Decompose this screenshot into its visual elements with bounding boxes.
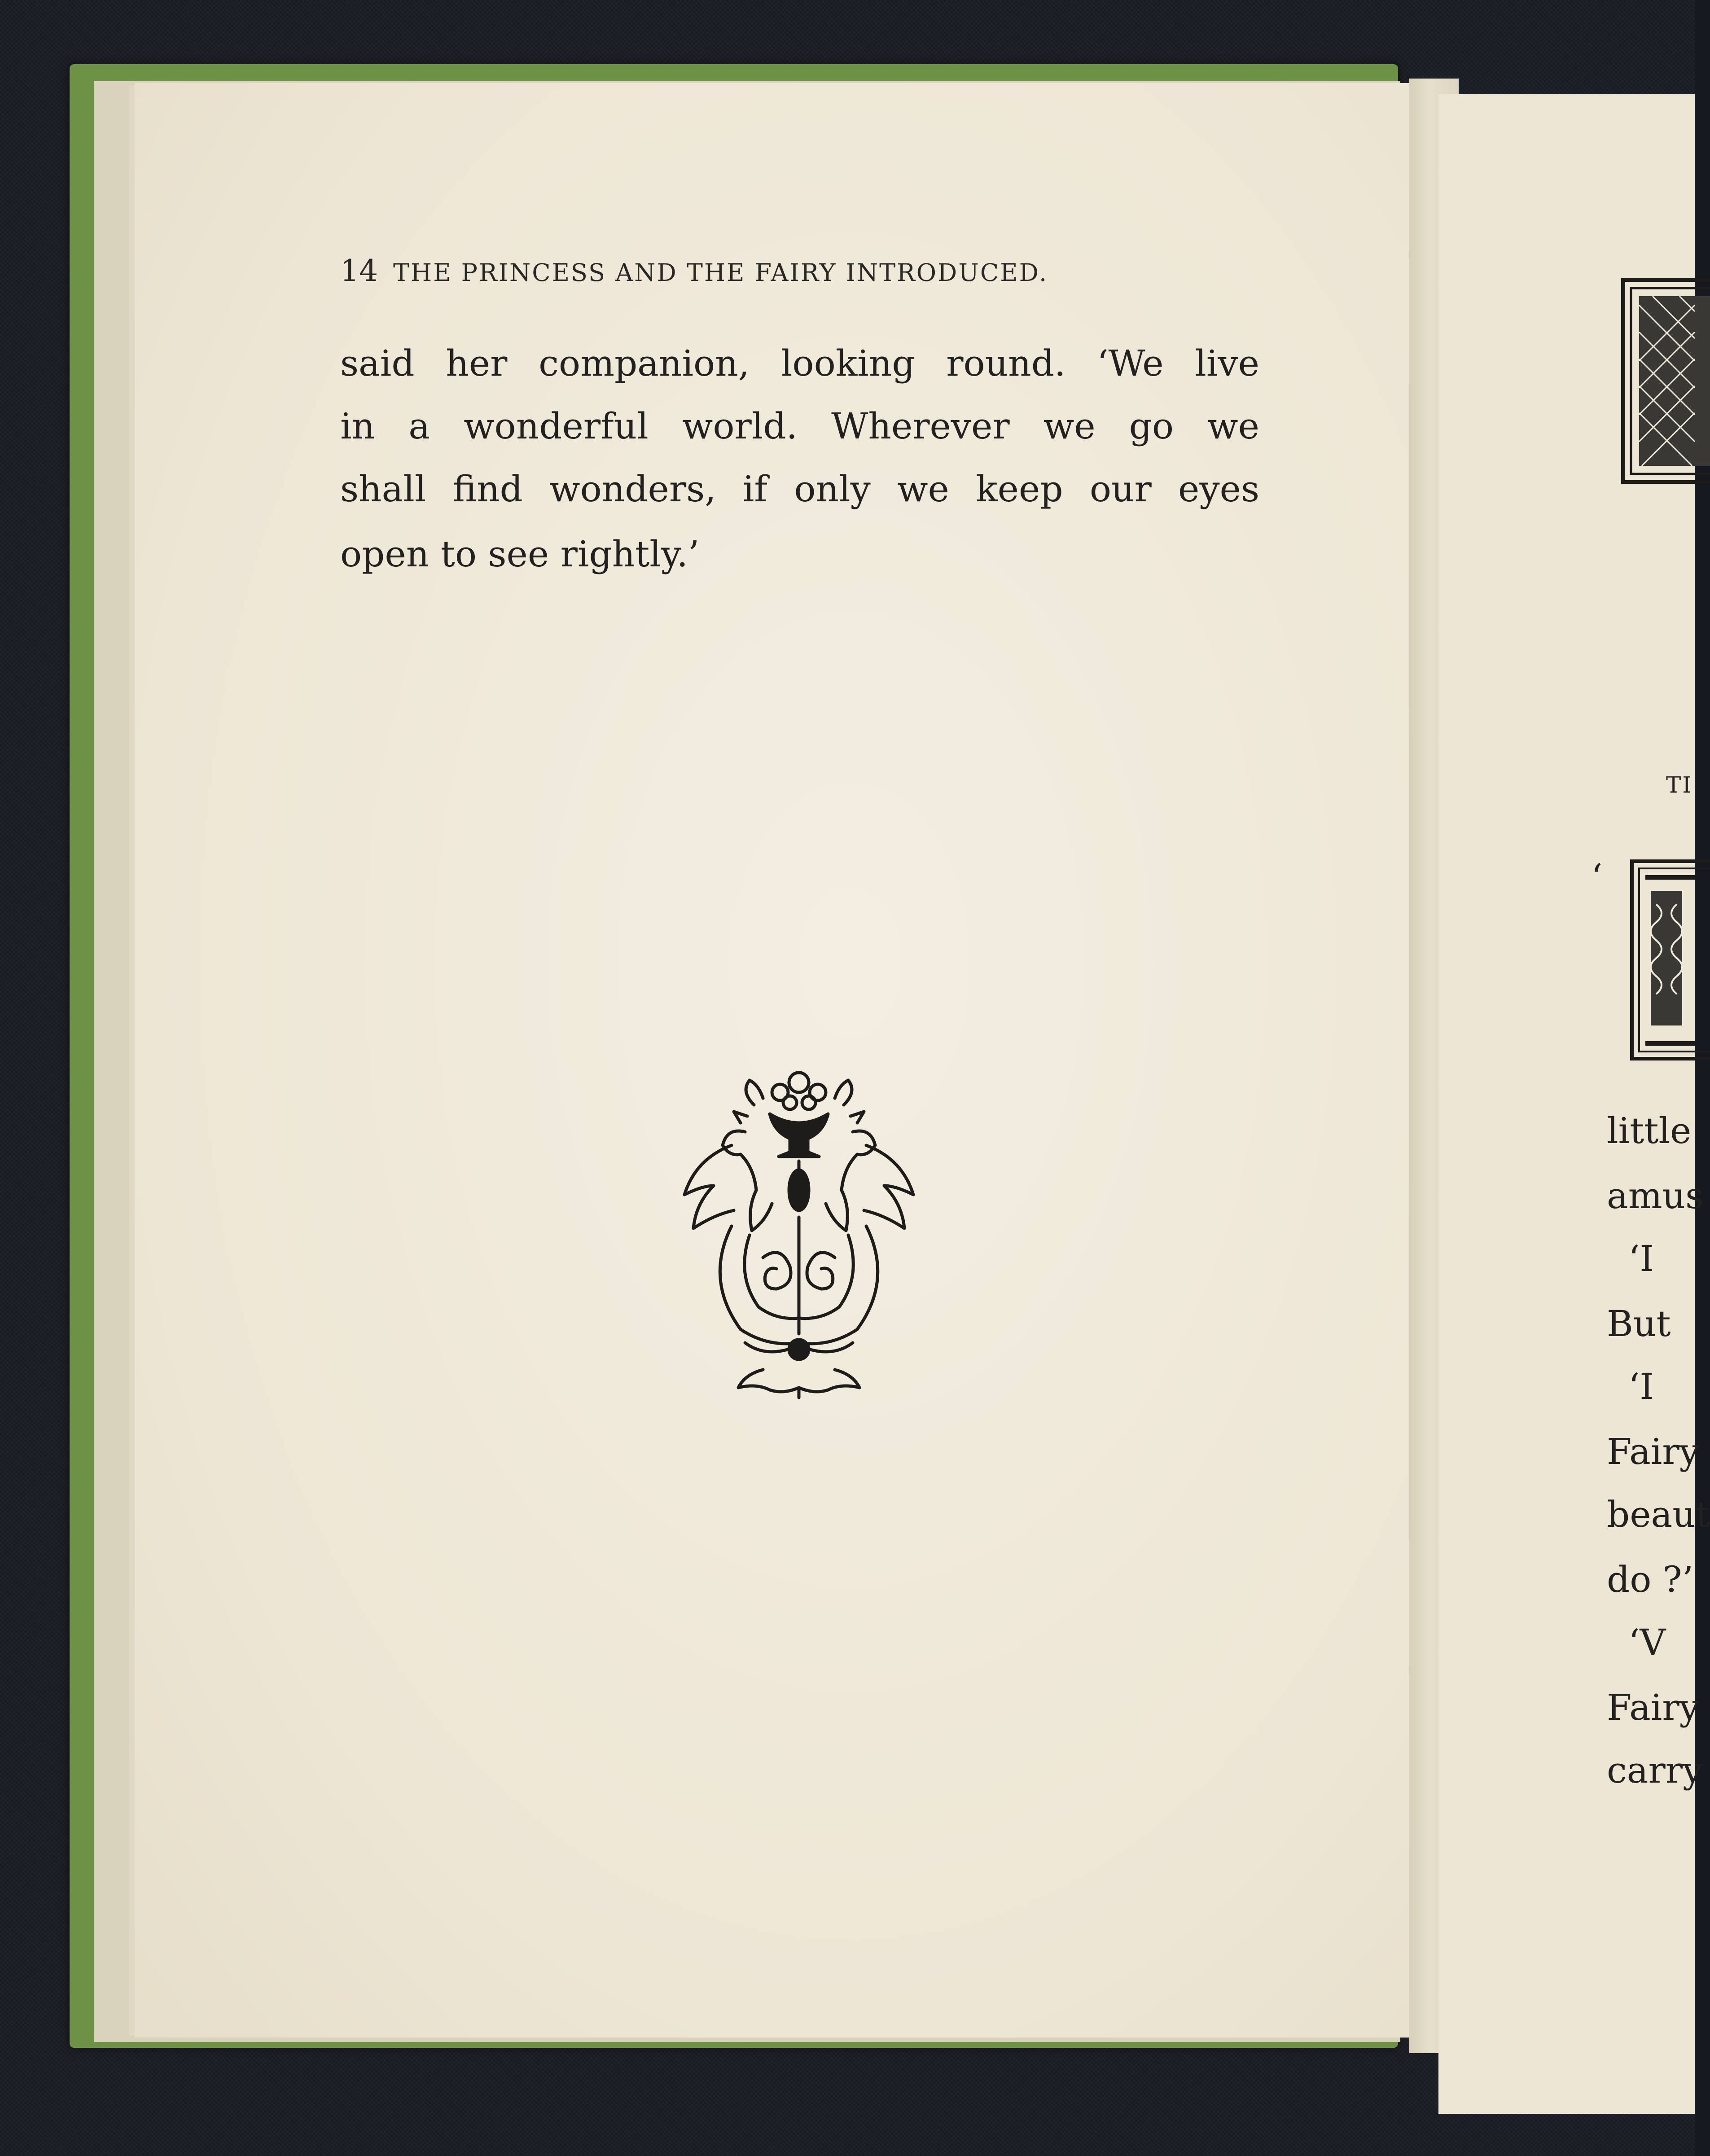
decorated-initial-icon	[1630, 859, 1695, 1061]
right-text-line: But	[1607, 1303, 1671, 1345]
right-text-line: do ?’	[1607, 1559, 1694, 1600]
page-number: 14	[340, 254, 378, 288]
chapter-heading-fragment: TI	[1666, 772, 1693, 798]
body-text-line: shall find wonders, if only we keep our eyes	[340, 468, 1259, 510]
body-text-line: said her companion, looking round. ‘We live	[340, 342, 1259, 384]
right-text-line: Fairy	[1607, 1687, 1700, 1728]
griffin-vase-ornament-icon	[678, 1056, 920, 1400]
right-text-line: ‘V	[1628, 1621, 1666, 1663]
right-text-line: ‘I	[1628, 1366, 1654, 1407]
right-text-line: Fairy	[1607, 1431, 1700, 1472]
right-text-line: amus	[1607, 1175, 1704, 1217]
body-text-line: open to see rightly.’	[340, 533, 700, 575]
right-text-line: little	[1607, 1110, 1692, 1152]
ornamental-headpiece-icon	[1621, 278, 1695, 485]
right-text-line: ‘I	[1628, 1238, 1654, 1280]
running-head: THE PRINCESS AND THE FAIRY INTRODUCED.	[393, 259, 1048, 287]
body-text-line: in a wonderful world. Wherever we go we	[340, 405, 1259, 447]
page-header	[340, 254, 1265, 294]
opening-quote: ‘	[1591, 856, 1603, 898]
right-text-line: carry	[1607, 1749, 1703, 1791]
right-text-line: beaut	[1607, 1494, 1710, 1535]
